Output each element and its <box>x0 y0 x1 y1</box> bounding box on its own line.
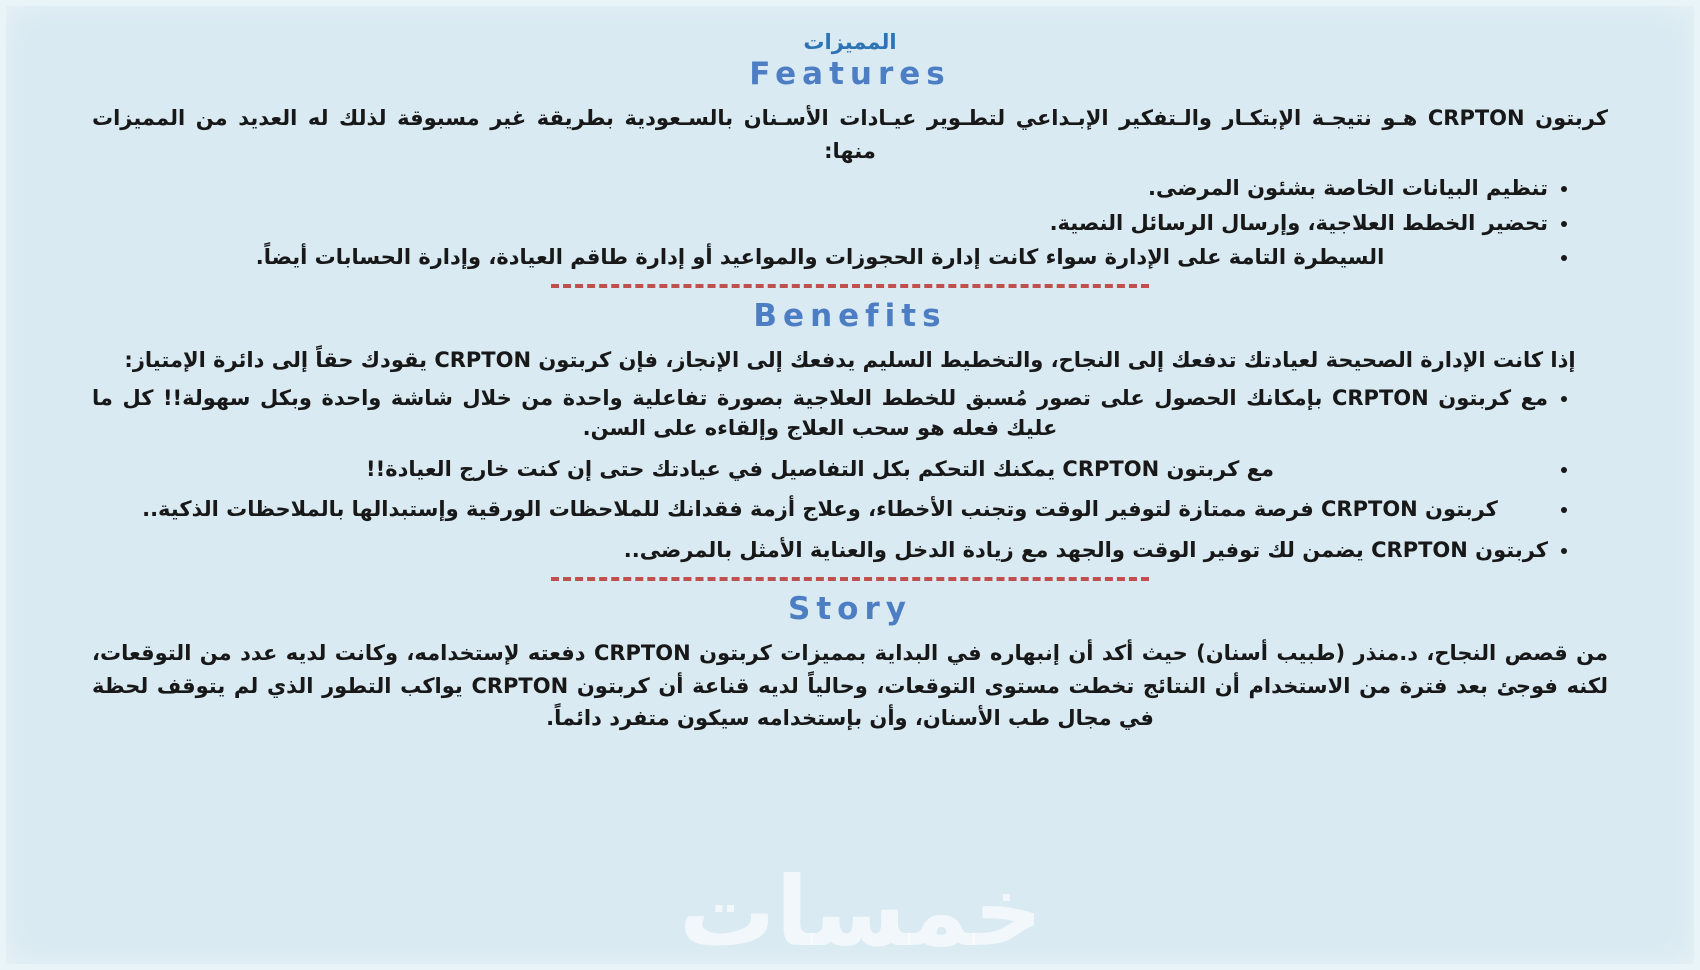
list-item: • السيطرة التامة على الإدارة سواء كانت إدارة الحجوزات والمواعيد أو إدارة طاقم العيادة، وإدارة الحسابات أيضاً. <box>92 242 1548 272</box>
benefits-heading: Benefits <box>753 298 947 335</box>
list-item: • تنظيم البيانات الخاصة بشئون المرضى. <box>92 173 1548 203</box>
list-item: • مع كربتون CRPTON بإمكانك الحصول على تصور مُسبق للخطط العلاجية بصورة تفاعلية واحدة من خلال شاشة واحدة وبكل سهولة!! كل ما عليك فعله هو سحب العلاج وإلقاءه على السن. <box>92 383 1548 444</box>
khamsat-watermark: خمسات <box>679 856 1043 968</box>
list-item: • كربتون CRPTON يضمن لك توفير الوقت والجهد مع زيادة الدخل والعناية الأمثل بالمرضى.. <box>92 535 1548 565</box>
dashed-divider <box>551 284 1149 288</box>
benefits-intro-paragraph: إذا كانت الإدارة الصحيحة لعيادتك تدفعك إلى النجاح، والتخطيط السليم يدفعك إلى الإنجاز، فإن كربتون CRPTON يقودك حقاً إلى دائرة الإمتياز: <box>124 348 1576 373</box>
features-intro-paragraph: كربتون CRPTON هـو نتيجـة الإبتكـار والـتفكير الإبـداعي لتطـوير عيـادات الأسـنان بالسـعودية بطريقة غير مسبوقة لذلك له العديد من المميزات منها: <box>92 106 1609 163</box>
list-item: • تحضير الخطط العلاجية، وإرسال الرسائل النصية. <box>92 208 1548 238</box>
list-item: • مع كربتون CRPTON يمكنك التحكم بكل التفاصيل في عيادتك حتى إن كنت خارج العيادة!! <box>92 454 1548 484</box>
story-paragraph: من قصص النجاح، د.منذر (طبيب أسنان) حيث أكد أن إنبهاره في البداية بمميزات كربتون CRPTON دفعته لإستخدامه، وكانت لديه عدد من التوقعات، لكنه فوجئ بعد فترة من الاستخدام أن النتائج تخطت مستوى التوقعات، وحالياً لديه قناعة أن كربتون CRPTON يواكب التطور الذي لم يتوقف لحظة في مجال طب الأسنان، وأن بإستخدامه سيكون متفرد دائماً. <box>92 641 1608 731</box>
features-title-arabic: المميزات <box>803 30 897 54</box>
story-heading: Story <box>788 591 912 628</box>
dashed-divider <box>551 577 1149 581</box>
list-item: • كربتون CRPTON فرصة ممتازة لتوفير الوقت وتجنب الأخطاء، وعلاج أزمة فقدانك للملاحظات الورقية وإستبدالها بالملاحظات الذكية.. <box>92 494 1548 524</box>
features-heading: Features <box>749 56 951 92</box>
benefits-bullet-list <box>92 383 1608 565</box>
features-bullet-list <box>92 173 1608 272</box>
